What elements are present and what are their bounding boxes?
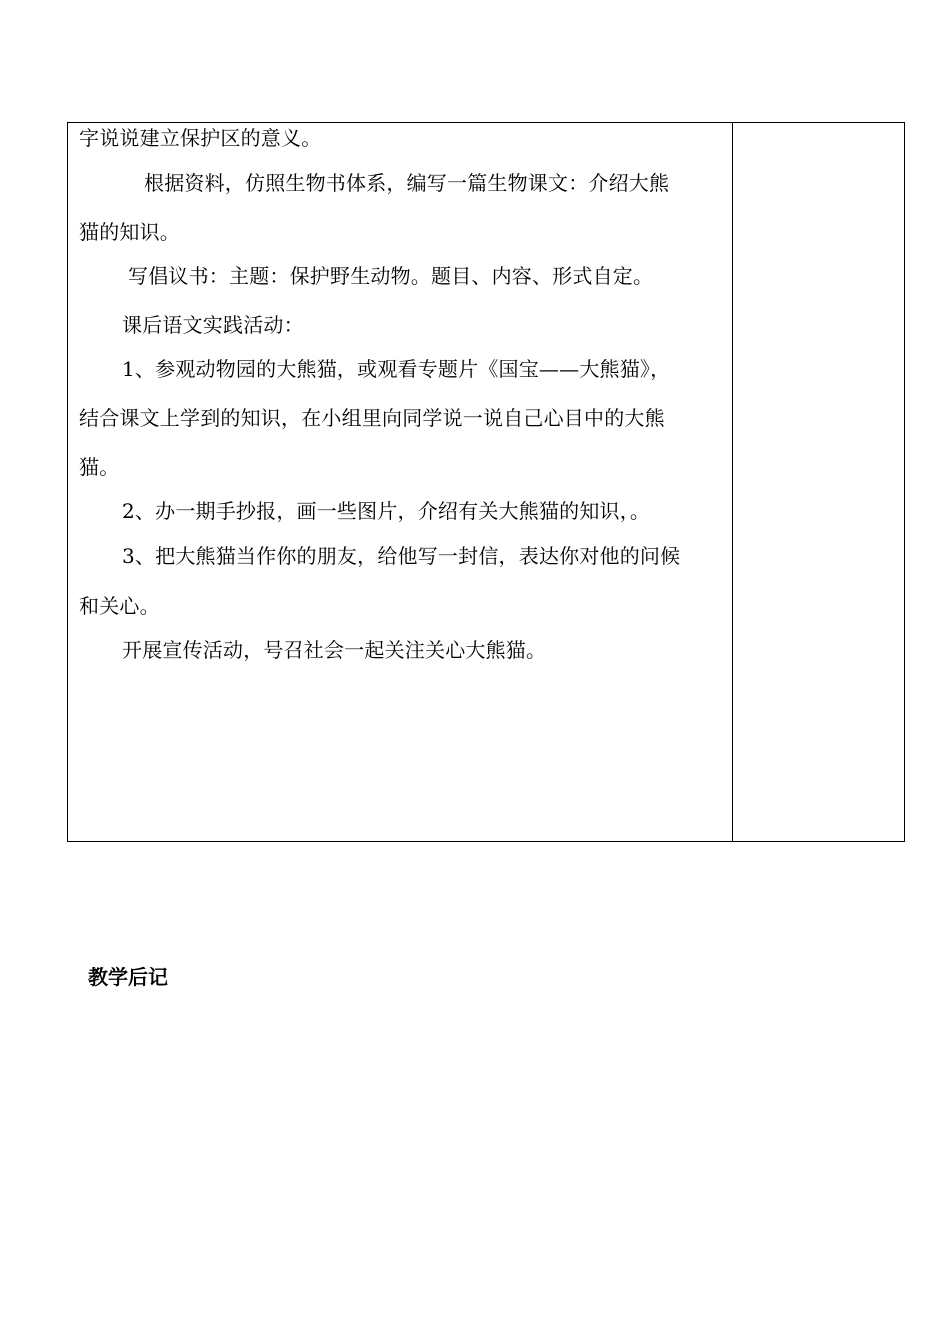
text-line: 写倡议书：主题：保护野生动物。题目、内容、形式自定。: [128, 264, 654, 288]
text-line: 根据资料，仿照生物书体系，编写一篇生物课文：介绍大熊: [144, 171, 670, 195]
lesson-table: [67, 122, 905, 842]
text-line: 1、参观动物园的大熊猫，或观看专题片《国宝——大熊猫》，: [122, 357, 671, 381]
text-line: 2、办一期手抄报，画一些图片，介绍有关大熊猫的知识，。: [122, 499, 651, 523]
notes-cell: [733, 123, 904, 841]
afterword-heading: 教学后记: [88, 965, 168, 989]
text-line: 和关心。: [79, 594, 160, 618]
text-line: 课后语文实践活动：: [122, 313, 304, 337]
text-line: 3、把大熊猫当作你的朋友，给他写一封信，表达你对他的问候: [122, 544, 681, 568]
text-line: 结合课文上学到的知识，在小组里向同学说一说自己心目中的大熊: [79, 406, 665, 430]
text-line: 开展宣传活动，号召社会一起关注关心大熊猫。: [122, 638, 547, 662]
lesson-content-cell: [68, 123, 733, 841]
text-line: 猫。: [79, 455, 120, 479]
text-line: 字说说建立保护区的意义。: [79, 126, 322, 150]
text-line: 猫的知识。: [79, 220, 180, 244]
